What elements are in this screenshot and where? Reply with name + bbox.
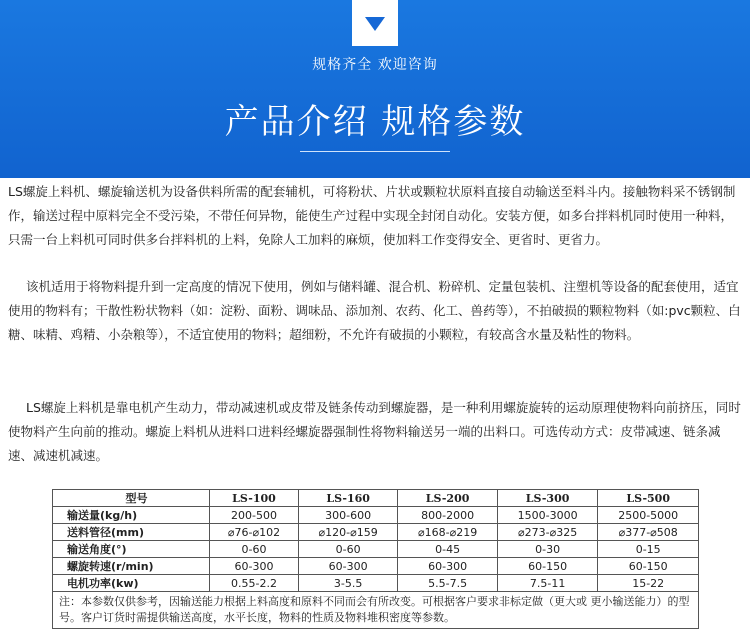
table-cell: ⌀168-⌀219 — [398, 524, 497, 541]
row-label: 输送量(kg/h) — [53, 507, 210, 524]
spec-table — [52, 489, 699, 629]
banner-title: 产品介绍 规格参数 — [224, 102, 526, 142]
table-cell: 60-300 — [398, 558, 497, 575]
usage-paragraph: 该机适用于将物料提升到一定高度的情况下使用，例如与储料罐、混合机、粉碎机、定量包装机、注塑机等设备的配套使用，适宜使用的物料有；干散性粉状物料（如：淀粉、面粉、调味品、添加剂、农药、化工、兽药等），不拍破损的颗粒物料（如:pvc颗粒、白糖、味精、鸡精、小杂粮等），不适宜使用的物料；超细粉，不允许有破损的小颗粒，有较高含水量及粘性的物料。 — [8, 279, 741, 342]
row-label: 电机功率(kw) — [53, 575, 210, 592]
table-cell: ⌀76-⌀102 — [210, 524, 299, 541]
table-row — [53, 507, 699, 524]
table-cell: 0-30 — [497, 541, 598, 558]
table-header-cell: LS-160 — [298, 490, 397, 507]
table-cell: 300-600 — [298, 507, 397, 524]
table-cell: 1500-3000 — [497, 507, 598, 524]
table-cell: 2500-5000 — [598, 507, 699, 524]
table-row — [53, 541, 699, 558]
banner-subtitle: 规格齐全 欢迎咨询 — [312, 57, 438, 73]
table-cell: 200-500 — [210, 507, 299, 524]
table-header-cell: LS-200 — [398, 490, 497, 507]
table-header-cell: LS-500 — [598, 490, 699, 507]
row-label: 送料管径(mm) — [53, 524, 210, 541]
table-cell: 0-60 — [210, 541, 299, 558]
table-cell: 0-15 — [598, 541, 699, 558]
down-arrow-tab — [352, 0, 398, 46]
table-header-cell: LS-300 — [497, 490, 598, 507]
table-cell: 5.5-7.5 — [398, 575, 497, 592]
table-cell: 7.5-11 — [497, 575, 598, 592]
table-cell: 0-45 — [398, 541, 497, 558]
table-cell: 60-150 — [497, 558, 598, 575]
title-underline — [300, 151, 450, 152]
table-cell: 15-22 — [598, 575, 699, 592]
table-note-row — [53, 592, 699, 629]
chevron-down-icon — [352, 0, 398, 46]
table-row — [53, 558, 699, 575]
table-cell: 0-60 — [298, 541, 397, 558]
row-label: 输送角度(°) — [53, 541, 210, 558]
principle-paragraph: LS螺旋上料机是靠电机产生动力，带动减速机或皮带及链条传动到螺旋器，是一种利用螺旋旋转的运动原理使物料向前挤压，同时使物料产生向前的推动。螺旋上料机从进料口进料经螺旋器强制性将物料输送另一端的出料口。可选传动方式：皮带减速、链条减速、减速机减速。 — [8, 400, 741, 463]
table-cell: 60-300 — [298, 558, 397, 575]
table-row — [53, 575, 699, 592]
table-cell: 3-5.5 — [298, 575, 397, 592]
table-header-row — [53, 490, 699, 507]
table-cell: 0.55-2.2 — [210, 575, 299, 592]
row-label: 螺旋转速(r/min) — [53, 558, 210, 575]
header-banner — [0, 0, 750, 178]
table-cell: 60-300 — [210, 558, 299, 575]
table-cell: ⌀377-⌀508 — [598, 524, 699, 541]
table-cell: ⌀120-⌀159 — [298, 524, 397, 541]
table-row — [53, 524, 699, 541]
table-cell: 800-2000 — [398, 507, 497, 524]
table-cell: ⌀273-⌀325 — [497, 524, 598, 541]
table-header-cell: LS-100 — [210, 490, 299, 507]
table-cell: 60-150 — [598, 558, 699, 575]
table-note: 注：本参数仅供参考，因输送能力根据上料高度和原料不同而会有所改变。可根据客户要求非标定做（更大或 更小输送能力）的型号。客户订货时需提供输送高度，水平长度，物料的性质及物料堆积密度等参数。 — [53, 592, 699, 629]
intro-paragraph: LS螺旋上料机、螺旋输送机为设备供料所需的配套辅机，可将粉状、片状或颗粒状原料直接自动输送至料斗内。接触物料采不锈钢制作，输送过程中原料完全不受污染，不带任何异物，能使生产过程中实现全封闭自动化。安装方便，如多台拌料机同时使用一种料，只需一台上料机可同时供多台拌料机的上料，免除人工加料的麻烦，使加料工作变得安全、更省时、更省力。 — [8, 184, 736, 247]
table-header-cell: 型号 — [53, 490, 210, 507]
